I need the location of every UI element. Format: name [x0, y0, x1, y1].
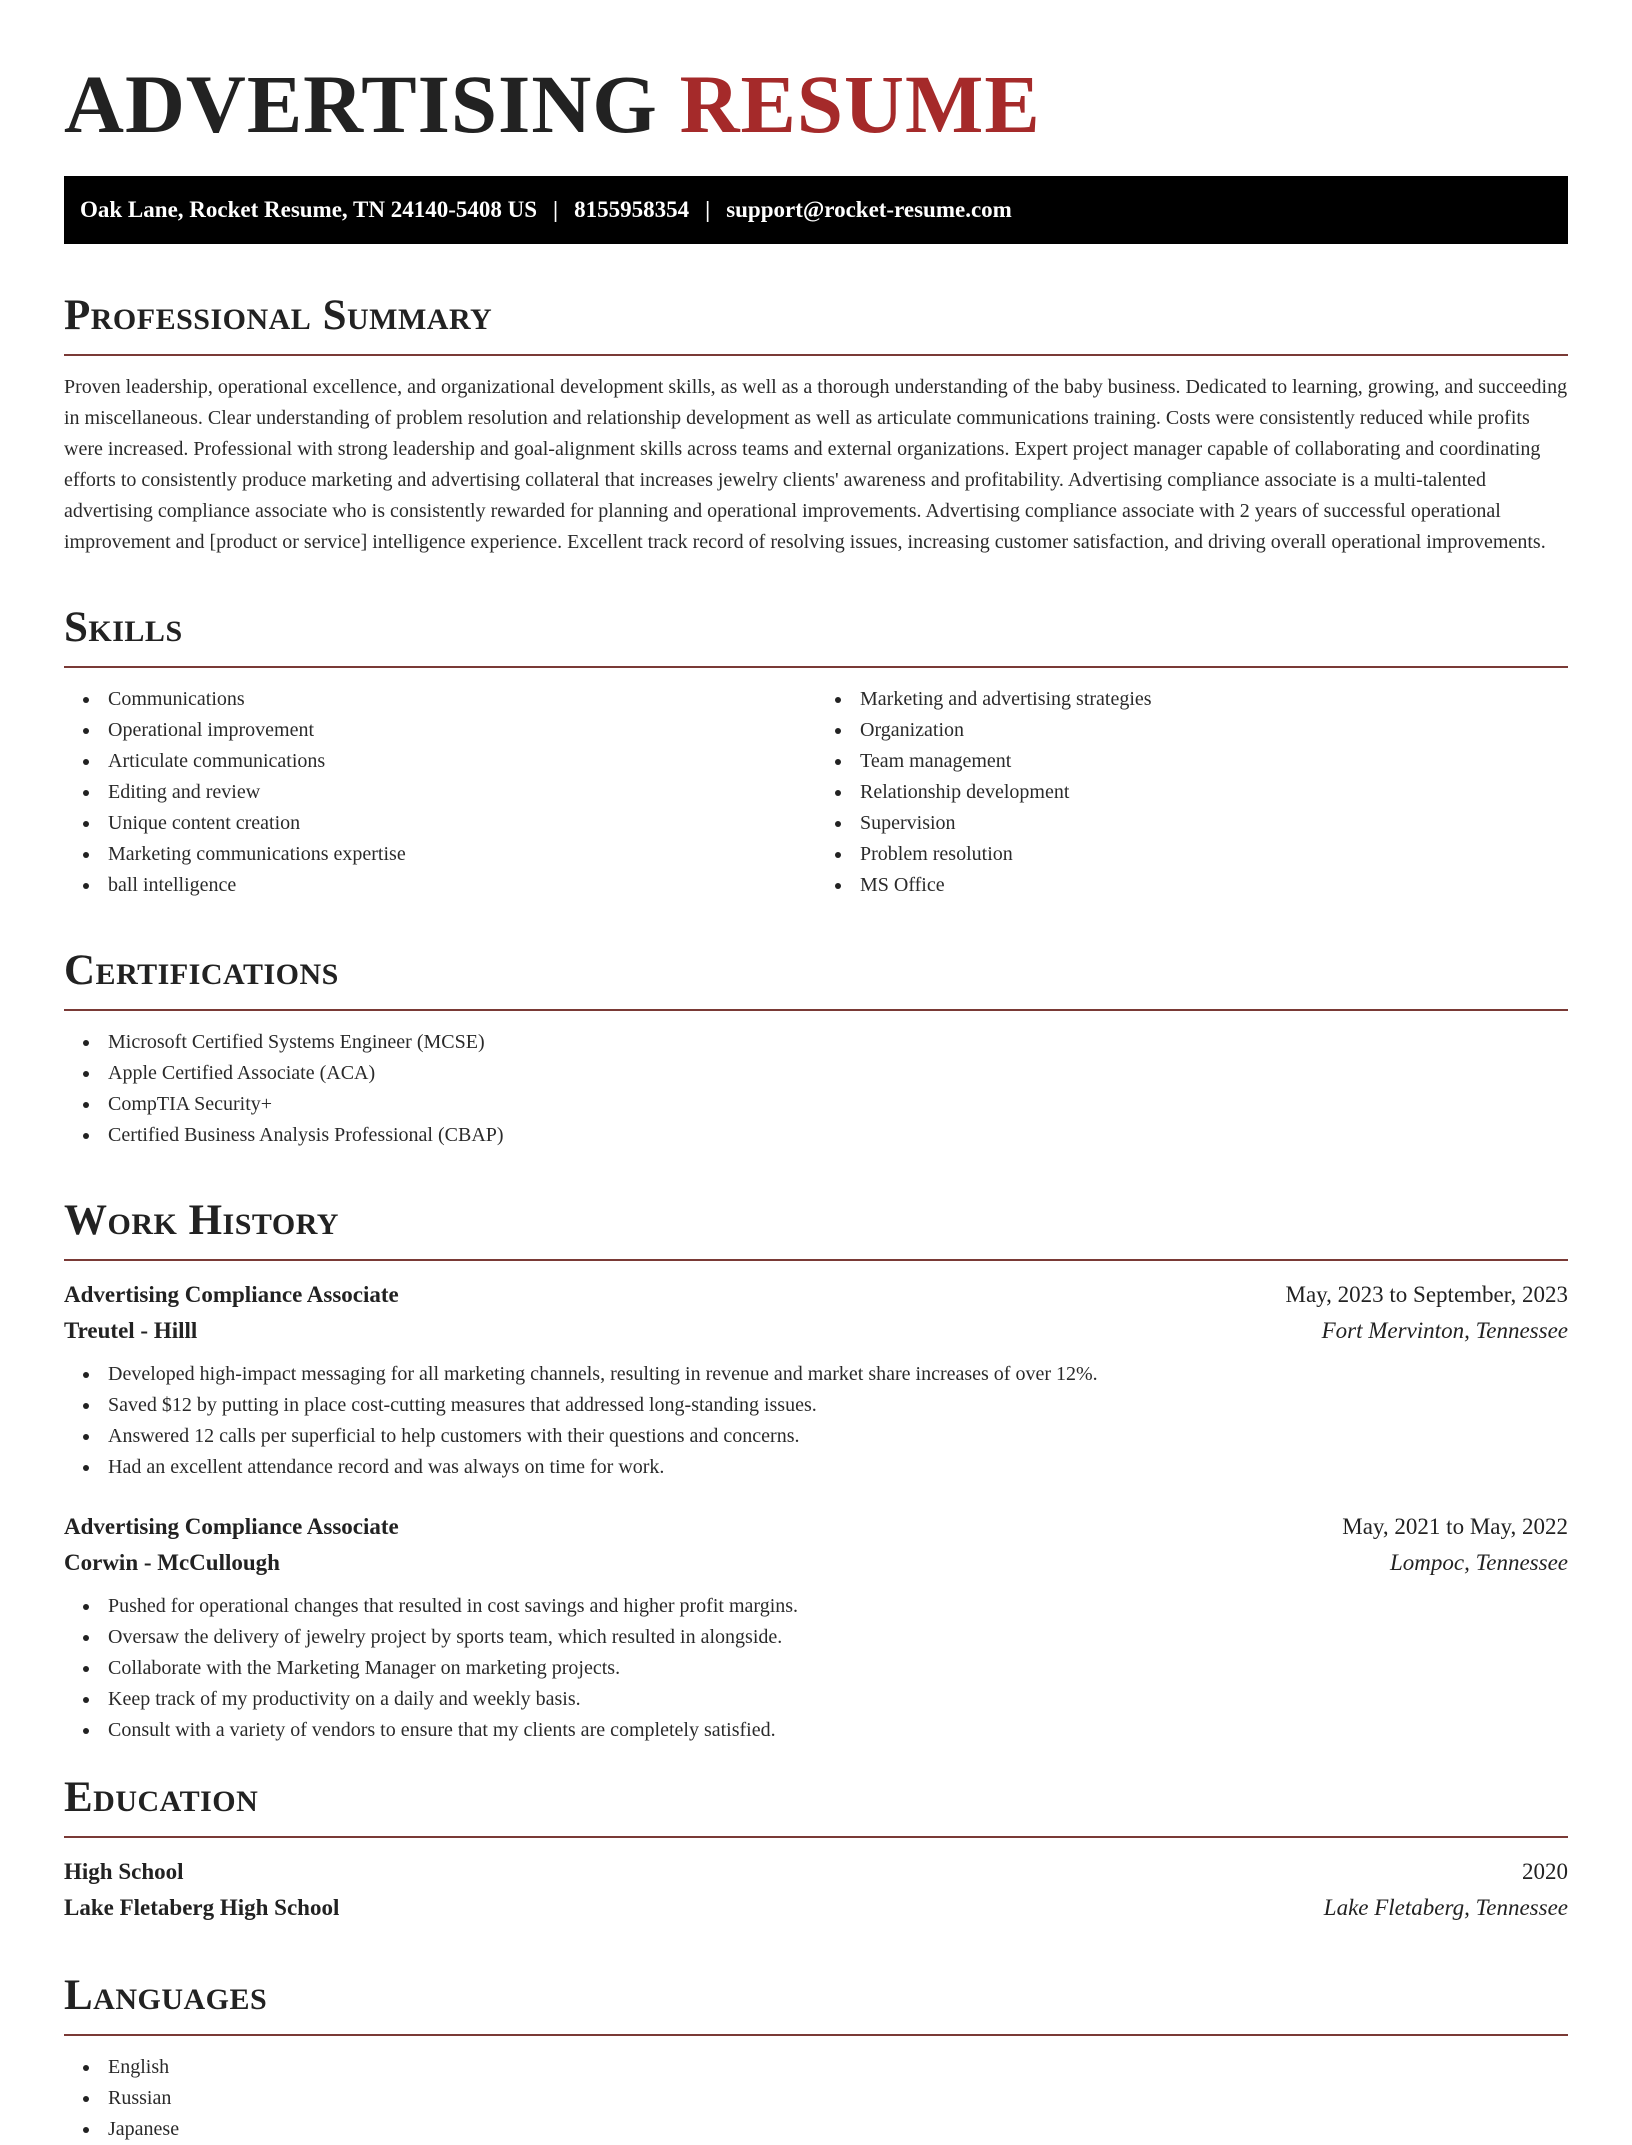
job-duty: Collaborate with the Marketing Manager on marketing projects.	[64, 1653, 1568, 1684]
skill-item: Organization	[816, 715, 1568, 746]
certification-item: Certified Business Analysis Professional (CBAP)	[64, 1120, 1568, 1151]
skill-item: Supervision	[816, 808, 1568, 839]
skill-item: Communications	[64, 684, 816, 715]
section-divider	[64, 354, 1568, 356]
skills-list-left	[64, 684, 816, 901]
skill-item: ball intelligence	[64, 870, 816, 901]
job-duty: Consult with a variety of vendors to ensure that my clients are completely satisfied.	[64, 1715, 1568, 1746]
education-degree: High School	[64, 1859, 184, 1884]
education-degree-row	[64, 1854, 1568, 1890]
skill-item: Marketing and advertising strategies	[816, 684, 1568, 715]
skill-item: Editing and review	[64, 777, 816, 808]
skill-item: Unique content creation	[64, 808, 816, 839]
job-entry	[64, 1277, 1568, 1483]
job-position: Advertising Compliance Associate	[64, 1514, 399, 1539]
job-dates: May, 2021 to May, 2022	[1342, 1514, 1568, 1539]
contact-phone: 8155958354	[574, 197, 690, 222]
certifications-heading: Certifications	[64, 947, 339, 994]
summary-text: Proven leadership, operational excellence, and organizational development skills, as well as a thorough understanding of the baby business. Dedicated to learning, growing, and succeeding in miscellaneous. Clear understanding of problem resolution and relationship development as well as articulate communications training. Costs were consistently reduced while profits were increased. Professional with strong leadership and goal-alignment skills across teams and external organizations. Expert project manager capable of collaborating and coordinating efforts to consistently produce marketing and advertising collateral that increases jewelry clients' awareness and profitability. Advertising compliance associate is a multi-talented advertising compliance associate who is consistently rewarded for planning and operational improvements. Advertising compliance associate with 2 years of successful operational improvement and [product or service] intelligence experience. Excellent track record of resolving issues, increasing customer satisfaction, and driving overall operational improvements.	[64, 376, 1568, 553]
skill-item: Relationship development	[816, 777, 1568, 808]
section-divider	[64, 1836, 1568, 1838]
contact-separator: |	[705, 197, 711, 222]
education-section	[64, 1772, 1568, 1926]
section-divider	[64, 1259, 1568, 1261]
contact-address: Oak Lane, Rocket Resume, TN 24140-5408 US	[80, 197, 538, 222]
certification-item: Apple Certified Associate (ACA)	[64, 1058, 1568, 1089]
job-duty: Pushed for operational changes that resulted in cost savings and higher profit margins.	[64, 1591, 1568, 1622]
language-item: English	[64, 2052, 1568, 2083]
section-divider	[64, 666, 1568, 668]
job-duty: Oversaw the delivery of jewelry project by sports team, which resulted in alongside.	[64, 1622, 1568, 1653]
job-duty: Answered 12 calls per superficial to help customers with their questions and concerns.	[64, 1421, 1568, 1452]
contact-separator: |	[553, 197, 559, 222]
job-duties-list	[64, 1359, 1568, 1483]
certification-item: Microsoft Certified Systems Engineer (MCSE)	[64, 1027, 1568, 1058]
job-dates: May, 2023 to September, 2023	[1285, 1282, 1568, 1307]
languages-heading: Languages	[64, 1972, 268, 2019]
skills-heading: Skills	[64, 604, 183, 651]
certification-item: CompTIA Security+	[64, 1089, 1568, 1120]
job-duty: Keep track of my productivity on a daily and weekly basis.	[64, 1684, 1568, 1715]
languages-section	[64, 1970, 1568, 2145]
languages-list	[64, 2052, 1568, 2145]
contact-email: support@rocket-resume.com	[726, 197, 1012, 222]
skill-item: MS Office	[816, 870, 1568, 901]
section-divider	[64, 2034, 1568, 2036]
skill-item: Team management	[816, 746, 1568, 777]
job-company: Corwin - McCullough	[64, 1550, 280, 1575]
language-item: Russian	[64, 2083, 1568, 2114]
education-heading: Education	[64, 1774, 259, 1821]
skill-item: Marketing communications expertise	[64, 839, 816, 870]
certifications-section	[64, 945, 1568, 1151]
job-company-row	[64, 1545, 1568, 1581]
job-duty: Developed high-impact messaging for all marketing channels, resulting in revenue and market share increases of over 12%.	[64, 1359, 1568, 1390]
job-entry	[64, 1509, 1568, 1746]
job-company-row	[64, 1313, 1568, 1349]
contact-bar	[64, 176, 1568, 244]
title-part-1: ADVERTISING	[64, 58, 658, 150]
education-year: 2020	[1522, 1859, 1568, 1884]
skills-grid	[64, 684, 1568, 901]
work-history-heading: Work History	[64, 1197, 339, 1244]
job-location: Fort Mervinton, Tennessee	[1321, 1318, 1568, 1343]
job-duty: Saved $12 by putting in place cost-cutting measures that addressed long-standing issues.	[64, 1390, 1568, 1421]
skill-item: Problem resolution	[816, 839, 1568, 870]
education-school: Lake Fletaberg High School	[64, 1895, 340, 1920]
work-history-section	[64, 1195, 1568, 1746]
job-duty: Had an excellent attendance record and was always on time for work.	[64, 1452, 1568, 1483]
education-school-row	[64, 1890, 1568, 1926]
skill-item: Operational improvement	[64, 715, 816, 746]
job-title-row	[64, 1277, 1568, 1313]
skills-section	[64, 602, 1568, 901]
section-divider	[64, 1009, 1568, 1011]
summary-section	[64, 290, 1568, 558]
skill-item: Articulate communications	[64, 746, 816, 777]
certifications-list	[64, 1027, 1568, 1151]
job-position: Advertising Compliance Associate	[64, 1282, 399, 1307]
title-part-2: RESUME	[679, 58, 1041, 150]
summary-heading: Professional Summary	[64, 292, 493, 339]
job-location: Lompoc, Tennessee	[1389, 1550, 1568, 1575]
job-title-row	[64, 1509, 1568, 1545]
resume-title	[64, 56, 1568, 152]
skills-list-right	[816, 684, 1568, 901]
job-company: Treutel - Hilll	[64, 1318, 198, 1343]
job-duties-list	[64, 1591, 1568, 1746]
education-location: Lake Fletaberg, Tennessee	[1323, 1895, 1568, 1920]
language-item: Japanese	[64, 2114, 1568, 2145]
